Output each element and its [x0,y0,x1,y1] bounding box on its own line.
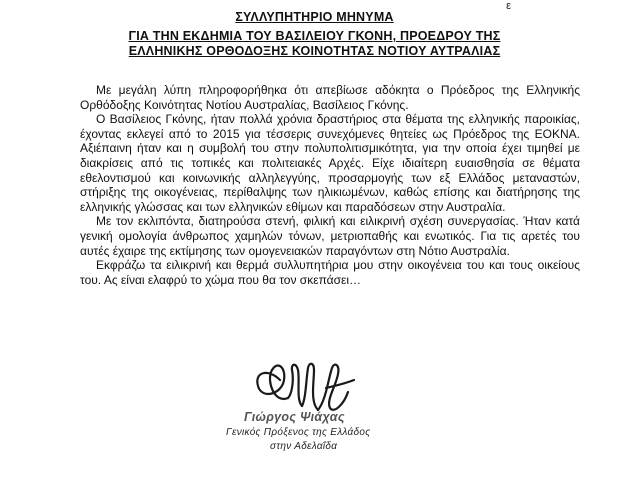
paragraph-2: Ο Βασίλειος Γκόνης, ήταν πολλά χρόνια δραστήριος στα θέματα της ελληνικής παροικίας, έχοντας εκλεγεί από το 2015 για τέσσερις συνεχόμενες θητείες ως Πρόεδρος της ΕΟΚΝΑ. Αξιέπαινη ήταν και η συμβολή του στην πολυπολιτισμικότητα, για την οποία έχει τιμηθεί με διακρίσεις από τις τοπικές και πολιτειακές Αρχές. Είχε ιδιαίτερη ευαισθησία σε θέματα εθελοντισμού και κοινωνικής αλληλεγγύης, προσαρμογής των εξ Ελλάδος μεταναστών, στήριξης της οικογένειας, περίθαλψης των ηλικιωμένων, καθώς επίσης και διατήρησης της ελληνικής γλώσσας και των ελληνικών εθίμων και παραδόσεων στην Αυστραλία. [80,112,580,214]
letter-subtitle-line-1: ΓΙΑ ΤΗΝ ΕΚΔΗΜΙΑ ΤΟΥ ΒΑΣΙΛΕΙΟΥ ΓΚΟΝΗ, ΠΡΟΕΔΡΟΥ ΤΗΣ [128,29,501,43]
signature-block [222,350,462,490]
paragraph-3: Με τον εκλιπόντα, διατηρούσα στενή, φιλική και ειλικρινή σχέση συνεργασίας. Ήταν κατά γενική ομολογία άνθρωπος χαμηλών τόνων, μετριοπαθής και ενωτικός. Για τις αρετές του αυτές έχαιρε της εκτίμησης των ομογενειακών παραγόντων στη Νότιο Αυστραλία. [80,214,580,258]
paragraph-4: Εκφράζω τα ειλικρινή και θερμά συλλυπητήρια μου στην οικογένεια του και τους οικείους του. Ας είναι ελαφρύ το χώμα που θα τον σκεπάσει… [80,258,580,287]
letter-subtitle-line-2: ΕΛΛΗΝΙΚΗΣ ΟΡΘΟΔΟΞΗΣ ΚΟΙΝΟΤΗΤΑΣ ΝΟΤΙΟΥ ΑΥΤΡΑΛΙΑΣ [128,44,501,58]
page-corner-mark: ε [506,0,511,12]
signatory-location: στην Αδελαΐδα [270,441,338,452]
signatory-title: Γενικός Πρόξενος της Ελλάδος [226,427,371,438]
signatory-name: Γιώργος Ψιάχας [244,410,345,424]
letter-body [80,83,580,287]
paragraph-1: Με μεγάλη λύπη πληροφορήθηκα ότι απεβίωσε αδόκητα ο Πρόεδρος της Ελληνικής Ορθόδοξης Κοινότητας Νοτίου Αυστραλίας, Βασίλειος Γκόνης. [80,83,580,112]
letter-title: ΣΥΛΛΥΠΗΤΗΡΙΟ ΜΗΝΥΜΑ [235,10,394,24]
